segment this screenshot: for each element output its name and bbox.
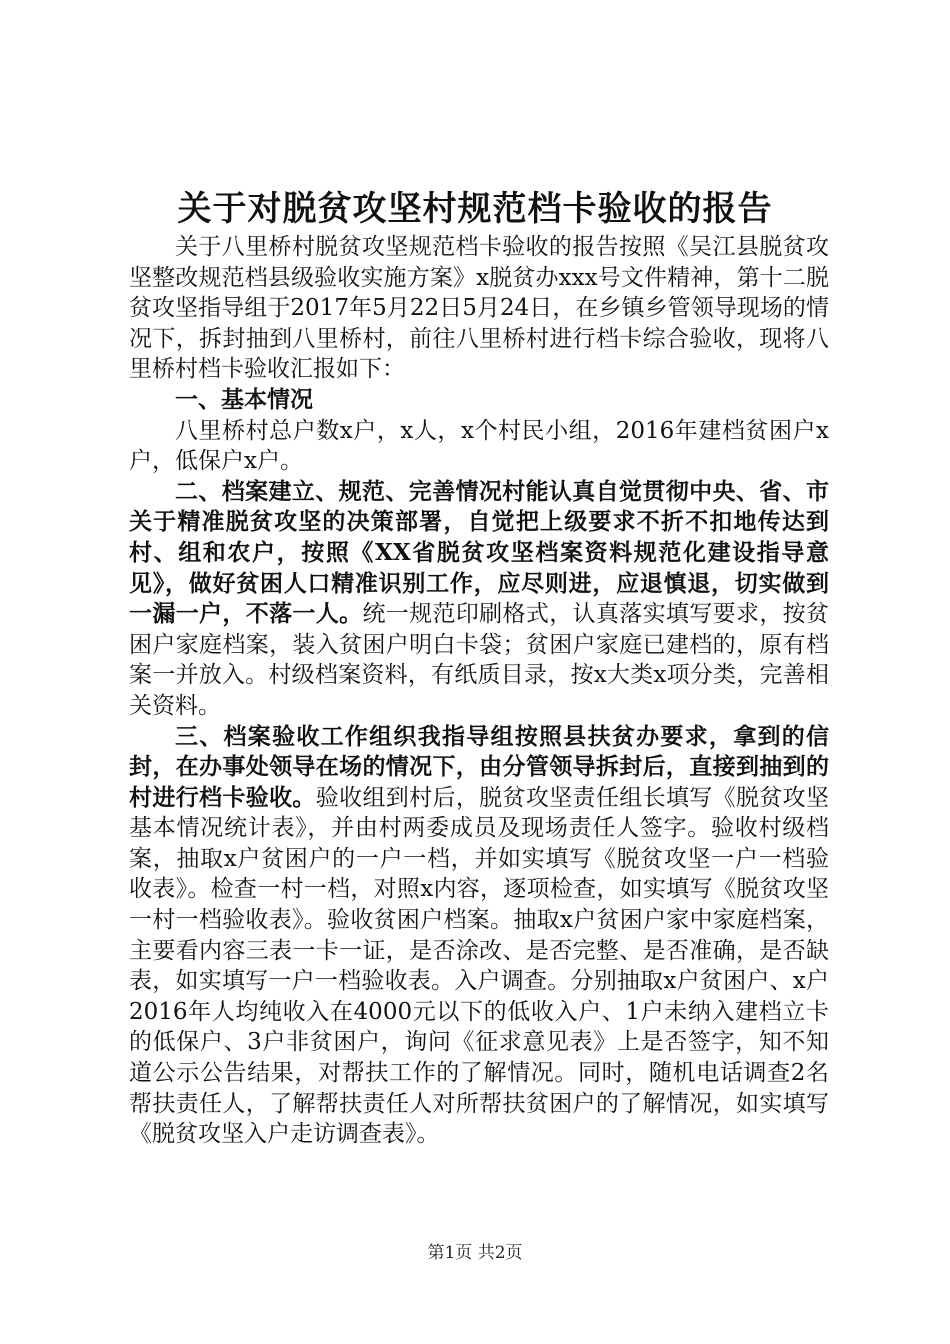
section1-heading: 一、基本情况 (175, 385, 313, 413)
section2-bold-text: 二、档案建立、规范、完善情况村能认真自觉贯彻中央、省、市关于精准脱贫攻坚的决策部署，自觉把上级要求不折不扣地传达到村、组和农户，按照《XX省脱贫攻坚档案资料规范化建设指导意见》，做好贫困人口精准识别工作，应尽则进，应退慎退，切实做到一漏一户，不落一人。 (129, 477, 829, 628)
section1-paragraph: 八里桥村总户数x户，x人，x个村民小组，2016年建档贫困户x户，低保户x户。 (129, 417, 829, 475)
document-title: 关于对脱贫攻坚村规范档卡验收的报告 (177, 189, 773, 229)
section3-body-text: 验收组到村后，脱贫攻坚责任组长填写《脱贫攻坚基本情况统计表》，并由村两委成员及现场责任人签字。验收村级档案，抽取x户贫困户的一户一档，并如实填写《脱贫攻坚一户一档验收表》。检查一村一档，对照x内容，逐项检查，如实填写《脱贫攻坚一村一档验收表》。验收贫困户档案。抽取x户贫困户家中家庭档案，主要看内容三表一卡一证，是否涂改、是否完整、是否准确，是否缺表，如实填写一户一档验收表。入户调查。分别抽取x户贫困户、x户2016年人均纯收入在4000元以下的低收入户、1户未纳入建档立卡的低保户、3户非贫困户，询问《征求意见表》上是否签字，知不知道公示公告结果，对帮扶工作的了解情况。同时，随机电话调查2名帮扶责任人，了解帮扶责任人对所帮扶贫困户的了解情况，如实填写《脱贫攻坚入户走访调查表》。 (129, 784, 830, 1148)
page-footer: 第1页 共2页 (427, 1243, 523, 1263)
document-body (129, 232, 829, 1150)
intro-paragraph: 关于八里桥村脱贫攻坚规范档卡验收的报告按照《吴江县脱贫攻坚整改规范档县级验收实施方案》x脱贫办xxx号文件精神，第十二脱贫攻坚指导组于2017年5月22日5月24日，在乡镇乡管领导现场的情况下，拆封抽到八里桥村，前往八里桥村进行档卡综合验收，现将八里桥村档卡验收汇报如下： (129, 234, 829, 383)
section2-paragraph (129, 477, 829, 722)
section3-bold-text: 三、档案验收工作组织我指导组按照县扶贫办要求，拿到的信封，在办事处领导在场的情况下，由分管领导拆封后，直接到抽到的村进行档卡验收。 (129, 722, 829, 811)
section3-paragraph (129, 722, 829, 1150)
section2-body-text: 统一规范印刷格式，认真落实填写要求，按贫困户家庭档案，装入贫困户明白卡袋；贫困户家庭已建档的，原有档案一并放入。村级档案资料，有纸质目录，按x大类x项分类，完善相关资料。 (129, 601, 830, 719)
